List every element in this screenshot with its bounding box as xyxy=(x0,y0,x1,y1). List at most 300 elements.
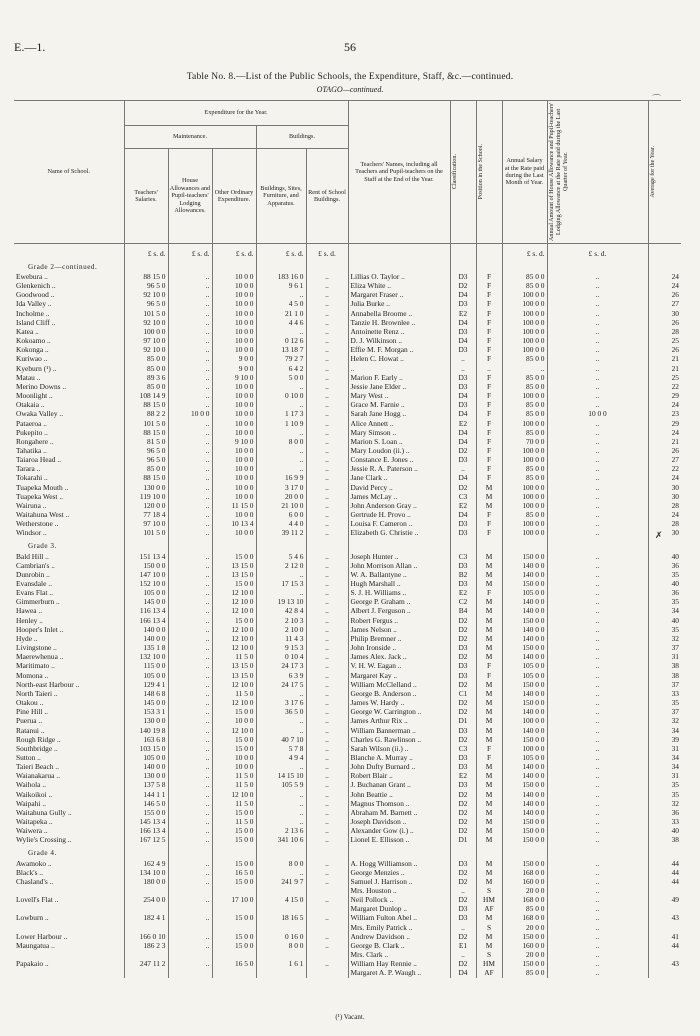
annual-allowance: .. xyxy=(547,744,648,753)
house-allowances xyxy=(168,904,212,913)
table-row xyxy=(14,652,681,661)
header-buildings: Buildings. xyxy=(256,126,348,149)
table-row xyxy=(14,597,681,606)
table-row xyxy=(14,272,681,281)
average-attendance: 26 xyxy=(648,318,681,327)
page-reference: E.—1. xyxy=(14,40,46,54)
classification: D4 xyxy=(450,336,476,345)
classification: B2 xyxy=(450,570,476,579)
table-row xyxy=(14,868,681,877)
position: M xyxy=(476,597,502,606)
house-allowances: .. xyxy=(168,501,212,510)
other-expenditure: 12 10 0 xyxy=(212,790,256,799)
salaries xyxy=(124,950,168,959)
annual-allowance: .. xyxy=(547,698,648,707)
table-row xyxy=(14,671,681,680)
annual-salary: 85 0 0 xyxy=(502,354,547,363)
annual-salary: 100 0 0 xyxy=(502,345,547,354)
other-expenditure: 10 0 0 xyxy=(212,281,256,290)
house-allowances: .. xyxy=(168,528,212,537)
annual-allowance: .. xyxy=(547,501,648,510)
rent: .. xyxy=(306,483,348,492)
salaries: 167 12 5 xyxy=(124,835,168,844)
header-classification: Classification. xyxy=(450,101,476,244)
annual-allowance: .. xyxy=(547,726,648,735)
annual-salary: 105 0 0 xyxy=(502,661,547,670)
position: F xyxy=(476,428,502,437)
house-allowances: .. xyxy=(168,835,212,844)
school-name: Rough Ridge .. xyxy=(16,734,61,744)
annual-salary: 100 0 0 xyxy=(502,519,547,528)
buildings-sites: 2 12 0 xyxy=(256,561,306,570)
salaries: 108 14 9 xyxy=(124,391,168,400)
header-position: Position in the School. xyxy=(476,101,502,244)
house-allowances: .. xyxy=(168,327,212,336)
house-allowances: .. xyxy=(168,561,212,570)
rent: .. xyxy=(306,588,348,597)
rent: .. xyxy=(306,606,348,615)
rent: .. xyxy=(306,290,348,299)
house-allowances: .. xyxy=(168,680,212,689)
teacher-name: George B. Clark .. xyxy=(348,941,450,950)
annual-salary: 85 0 0 xyxy=(502,473,547,482)
salaries: 92 10 0 xyxy=(124,318,168,327)
annual-salary: 140 0 0 xyxy=(502,570,547,579)
annual-allowance: .. xyxy=(547,606,648,615)
annual-allowance: .. xyxy=(547,859,648,868)
buildings-sites: 3 17 0 xyxy=(256,483,306,492)
house-allowances: .. xyxy=(168,391,212,400)
position: M xyxy=(476,762,502,771)
classification: D3 xyxy=(450,528,476,537)
house-allowances xyxy=(168,968,212,977)
classification: D2 xyxy=(450,799,476,808)
margin-mark-middle: ✗ xyxy=(655,530,663,540)
school-name: Taieri Beach .. xyxy=(16,762,59,772)
school-name: Waihola .. xyxy=(16,780,46,790)
buildings-sites: 18 16 5 xyxy=(256,913,306,922)
salaries: 101 5 0 xyxy=(124,309,168,318)
annual-salary: 150 0 0 xyxy=(502,643,547,652)
salaries: 119 10 0 xyxy=(124,492,168,501)
school-name: Lower Harbour .. xyxy=(16,931,68,941)
position: M xyxy=(476,689,502,698)
table-row xyxy=(14,716,681,725)
annual-allowance: .. xyxy=(547,428,648,437)
school-name: Waitapeka .. xyxy=(16,817,53,827)
teacher-name: Grace M. Farnie .. xyxy=(348,400,450,409)
position: M xyxy=(476,735,502,744)
classification: D3 xyxy=(450,382,476,391)
position: M xyxy=(476,877,502,886)
other-expenditure: 12 10 0 xyxy=(212,634,256,643)
buildings-sites: 4 15 0 xyxy=(256,895,306,904)
average-attendance: 27 xyxy=(648,455,681,464)
rent: .. xyxy=(306,552,348,561)
buildings-sites xyxy=(256,923,306,932)
annual-salary: 140 0 0 xyxy=(502,597,547,606)
classification: D2 xyxy=(450,652,476,661)
house-allowances: .. xyxy=(168,689,212,698)
house-allowances: .. xyxy=(168,716,212,725)
classification: E2 xyxy=(450,501,476,510)
annual-allowance: .. xyxy=(547,716,648,725)
buildings-sites: .. xyxy=(256,716,306,725)
house-allowances xyxy=(168,950,212,959)
section-row xyxy=(14,845,681,859)
house-allowances: .. xyxy=(168,400,212,409)
teacher-name: Mrs. Emily Patrick .. xyxy=(348,923,450,932)
house-allowances: .. xyxy=(168,913,212,922)
teacher-name: Marion S. Loan .. xyxy=(348,437,450,446)
school-name: Waiwera .. xyxy=(16,826,48,836)
rent xyxy=(306,904,348,913)
position: F xyxy=(476,281,502,290)
other-expenditure: 10 0 0 xyxy=(212,492,256,501)
position: M xyxy=(476,808,502,817)
buildings-sites: .. xyxy=(256,817,306,826)
annual-salary: 150 0 0 xyxy=(502,859,547,868)
school-name: Bald Hill .. xyxy=(16,551,49,561)
average-attendance: 24 xyxy=(648,473,681,482)
rent: .. xyxy=(306,771,348,780)
teacher-name: Joseph Hunter .. xyxy=(348,552,450,561)
teacher-name: Jane Clark .. xyxy=(348,473,450,482)
position: F xyxy=(476,382,502,391)
table-row xyxy=(14,762,681,771)
buildings-sites: 19 13 10 xyxy=(256,597,306,606)
average-attendance: 32 xyxy=(648,716,681,725)
position: AF xyxy=(476,968,502,977)
annual-salary: 85 0 0 xyxy=(502,272,547,281)
other-expenditure: 10 0 0 xyxy=(212,446,256,455)
rent: .. xyxy=(306,744,348,753)
house-allowances: .. xyxy=(168,336,212,345)
classification: D4 xyxy=(450,409,476,418)
table-row xyxy=(14,354,681,363)
annual-allowance: .. xyxy=(547,707,648,716)
teacher-name: William Bannerman .. xyxy=(348,726,450,735)
salaries: 116 13 4 xyxy=(124,606,168,615)
annual-allowance: .. xyxy=(547,616,648,625)
house-allowances: .. xyxy=(168,597,212,606)
position: M xyxy=(476,780,502,789)
teacher-name: Jessie Jane Elder .. xyxy=(348,382,450,391)
other-expenditure: 15 0 0 xyxy=(212,826,256,835)
classification: D3 xyxy=(450,299,476,308)
teacher-name: Helen C. Howat .. xyxy=(348,354,450,363)
other-expenditure: 12 10 0 xyxy=(212,625,256,634)
other-expenditure: 10 0 0 xyxy=(212,391,256,400)
teacher-name: Andrew Davidson .. xyxy=(348,932,450,941)
position: F xyxy=(476,318,502,327)
position: F xyxy=(476,671,502,680)
rent: .. xyxy=(306,780,348,789)
position: M xyxy=(476,625,502,634)
table-row xyxy=(14,932,681,941)
house-allowances: .. xyxy=(168,446,212,455)
annual-salary: .. xyxy=(502,364,547,373)
classification: D3 xyxy=(450,859,476,868)
house-allowances: .. xyxy=(168,290,212,299)
average-attendance: 25 xyxy=(648,373,681,382)
annual-salary: 100 0 0 xyxy=(502,528,547,537)
position: M xyxy=(476,606,502,615)
school-name: Incholme .. xyxy=(16,308,50,318)
other-expenditure: 10 0 0 xyxy=(212,428,256,437)
position: F xyxy=(476,437,502,446)
buildings-sites: 2 10 0 xyxy=(256,625,306,634)
other-expenditure xyxy=(212,886,256,895)
house-allowances xyxy=(168,923,212,932)
school-name: Pataeroa .. xyxy=(16,418,47,428)
average-attendance: 38 xyxy=(648,671,681,680)
annual-salary: 150 0 0 xyxy=(502,698,547,707)
table-row xyxy=(14,309,681,318)
annual-allowance: .. xyxy=(547,950,648,959)
teacher-name: Sarah Jane Hogg .. xyxy=(348,409,450,418)
annual-salary: 140 0 0 xyxy=(502,689,547,698)
school-name: Gimmerburn .. xyxy=(16,597,60,607)
salaries xyxy=(124,904,168,913)
average-attendance: 41 xyxy=(648,932,681,941)
annual-allowance: .. xyxy=(547,904,648,913)
rent: .. xyxy=(306,932,348,941)
buildings-sites: 9 6 1 xyxy=(256,281,306,290)
salaries: 166 13 4 xyxy=(124,826,168,835)
annual-allowance: .. xyxy=(547,473,648,482)
table-row xyxy=(14,579,681,588)
position: F xyxy=(476,309,502,318)
classification: E2 xyxy=(450,309,476,318)
buildings-sites: 4 5 0 xyxy=(256,299,306,308)
school-name: Tarara .. xyxy=(16,464,41,474)
other-expenditure: 10 0 0 xyxy=(212,716,256,725)
position: M xyxy=(476,790,502,799)
average-attendance: 21 xyxy=(648,437,681,446)
table-row xyxy=(14,799,681,808)
school-name: Momona .. xyxy=(16,670,49,680)
table-row xyxy=(14,464,681,473)
house-allowances: .. xyxy=(168,382,212,391)
rent: .. xyxy=(306,281,348,290)
position: M xyxy=(476,616,502,625)
school-name: Windsor .. xyxy=(16,528,47,538)
annual-allowance: .. xyxy=(547,391,648,400)
classification: D2 xyxy=(450,680,476,689)
buildings-sites: .. xyxy=(256,726,306,735)
classification: .. xyxy=(450,886,476,895)
annual-salary: 140 0 0 xyxy=(502,625,547,634)
position: M xyxy=(476,826,502,835)
classification: .. xyxy=(450,364,476,373)
rent: .. xyxy=(306,652,348,661)
salaries: 88 2 2 xyxy=(124,409,168,418)
classification: E1 xyxy=(450,941,476,950)
page-number: 56 xyxy=(344,40,356,54)
position: M xyxy=(476,868,502,877)
section-row xyxy=(14,258,681,272)
rent: .. xyxy=(306,859,348,868)
rent: .. xyxy=(306,913,348,922)
house-allowances: .. xyxy=(168,616,212,625)
table-row xyxy=(14,643,681,652)
position: M xyxy=(476,932,502,941)
annual-salary: 85 0 0 xyxy=(502,428,547,437)
rent: .. xyxy=(306,561,348,570)
buildings-sites: .. xyxy=(256,868,306,877)
teacher-name: Effie M. F. Morgan .. xyxy=(348,345,450,354)
annual-allowance: .. xyxy=(547,299,648,308)
average-attendance: 26 xyxy=(648,290,681,299)
salaries: 132 10 0 xyxy=(124,652,168,661)
teacher-name: Constance E. Jones .. xyxy=(348,455,450,464)
house-allowances: .. xyxy=(168,437,212,446)
school-name: Kuriwao .. xyxy=(16,354,48,364)
teacher-name: Alice Annett .. xyxy=(348,419,450,428)
salaries: 96 5 0 xyxy=(124,281,168,290)
classification: D3 xyxy=(450,345,476,354)
classification: C1 xyxy=(450,689,476,698)
other-expenditure: 10 0 0 xyxy=(212,400,256,409)
position: F xyxy=(476,391,502,400)
buildings-sites: .. xyxy=(256,762,306,771)
classification: .. xyxy=(450,354,476,363)
buildings-sites: .. xyxy=(256,790,306,799)
average-attendance: 38 xyxy=(648,835,681,844)
house-allowances: .. xyxy=(168,707,212,716)
table-row xyxy=(14,625,681,634)
other-expenditure: 15 0 0 xyxy=(212,859,256,868)
rent: .. xyxy=(306,473,348,482)
average-attendance: 40 xyxy=(648,826,681,835)
house-allowances: .. xyxy=(168,771,212,780)
average-attendance: 40 xyxy=(648,552,681,561)
house-allowances: .. xyxy=(168,272,212,281)
teacher-name: Gertrude H. Provo .. xyxy=(348,510,450,519)
table-row xyxy=(14,950,681,959)
salaries: 81 5 0 xyxy=(124,437,168,446)
position: M xyxy=(476,859,502,868)
salaries: 145 0 0 xyxy=(124,597,168,606)
rent: .. xyxy=(306,309,348,318)
annual-allowance: .. xyxy=(547,762,648,771)
classification: D3 xyxy=(450,780,476,789)
rent: .. xyxy=(306,941,348,950)
other-expenditure: 16 5 0 xyxy=(212,868,256,877)
teacher-name: Robert Blair .. xyxy=(348,771,450,780)
buildings-sites: 2 13 6 xyxy=(256,826,306,835)
annual-allowance: .. xyxy=(547,689,648,698)
classification: D2 xyxy=(450,616,476,625)
average-attendance: 25 xyxy=(648,336,681,345)
teacher-name: William Hay Rennie .. xyxy=(348,959,450,968)
average-attendance: 40 xyxy=(648,579,681,588)
school-name: Ratanui .. xyxy=(16,725,45,735)
annual-salary: 85 0 0 xyxy=(502,373,547,382)
salaries: 145 0 0 xyxy=(124,698,168,707)
rent: .. xyxy=(306,336,348,345)
buildings-sites: 5 7 8 xyxy=(256,744,306,753)
other-expenditure: 15 0 0 xyxy=(212,616,256,625)
annual-allowance: .. xyxy=(547,579,648,588)
school-name: Tokarahi .. xyxy=(16,473,48,483)
average-attendance: 43 xyxy=(648,959,681,968)
classification: D4 xyxy=(450,968,476,977)
salaries: 88 15 0 xyxy=(124,272,168,281)
salaries: 115 0 0 xyxy=(124,661,168,670)
table-row xyxy=(14,345,681,354)
classification: D4 xyxy=(450,510,476,519)
house-allowances: .. xyxy=(168,634,212,643)
annual-salary: 100 0 0 xyxy=(502,446,547,455)
salaries: 153 3 1 xyxy=(124,707,168,716)
average-attendance: 30 xyxy=(648,528,681,537)
classification: D3 xyxy=(450,561,476,570)
table-row xyxy=(14,771,681,780)
salaries: 135 1 8 xyxy=(124,643,168,652)
other-expenditure: 10 0 0 xyxy=(212,464,256,473)
table-row xyxy=(14,446,681,455)
average-attendance: 35 xyxy=(648,790,681,799)
annual-salary: 168 0 0 xyxy=(502,913,547,922)
teacher-name: Philip Bremner .. xyxy=(348,634,450,643)
annual-allowance: .. xyxy=(547,318,648,327)
other-expenditure: 15 0 0 xyxy=(212,913,256,922)
teacher-name: James Alex. Jack .. xyxy=(348,652,450,661)
teacher-name: Julia Burke .. xyxy=(348,299,450,308)
position: HM xyxy=(476,959,502,968)
position: .. xyxy=(476,364,502,373)
classification: D2 xyxy=(450,707,476,716)
other-expenditure: 15 0 0 xyxy=(212,808,256,817)
other-expenditure: 10 0 0 xyxy=(212,336,256,345)
table-row xyxy=(14,391,681,400)
annual-allowance: .. xyxy=(547,959,648,968)
rent: .. xyxy=(306,826,348,835)
average-attendance: 22 xyxy=(648,464,681,473)
other-expenditure: 10 0 0 xyxy=(212,510,256,519)
teacher-name: George W. Carrington .. xyxy=(348,707,450,716)
other-expenditure: 10 0 0 xyxy=(212,382,256,391)
annual-salary: 140 0 0 xyxy=(502,726,547,735)
salaries xyxy=(124,886,168,895)
school-name: Katea .. xyxy=(16,326,39,336)
average-attendance: 31 xyxy=(648,744,681,753)
classification: D4 xyxy=(450,290,476,299)
other-expenditure: 10 0 0 xyxy=(212,299,256,308)
teacher-name: Neil Pollock .. xyxy=(348,895,450,904)
classification: C3 xyxy=(450,744,476,753)
annual-salary: 100 0 0 xyxy=(502,290,547,299)
annual-allowance: .. xyxy=(547,643,648,652)
teacher-name: Louisa F. Cameron .. xyxy=(348,519,450,528)
buildings-sites: 0 16 0 xyxy=(256,932,306,941)
annual-allowance: .. xyxy=(547,455,648,464)
classification: D2 xyxy=(450,868,476,877)
other-expenditure: 10 0 0 xyxy=(212,345,256,354)
rent: .. xyxy=(306,354,348,363)
house-allowances: .. xyxy=(168,299,212,308)
table-row xyxy=(14,661,681,670)
teacher-name: Margaret Dunlop .. xyxy=(348,904,450,913)
rent: .. xyxy=(306,345,348,354)
average-attendance: 36 xyxy=(648,588,681,597)
teacher-name: Blanche A. Murray .. xyxy=(348,753,450,762)
school-name: Livingstone .. xyxy=(16,643,57,653)
classification: D2 xyxy=(450,790,476,799)
other-expenditure: 11 5 0 xyxy=(212,780,256,789)
